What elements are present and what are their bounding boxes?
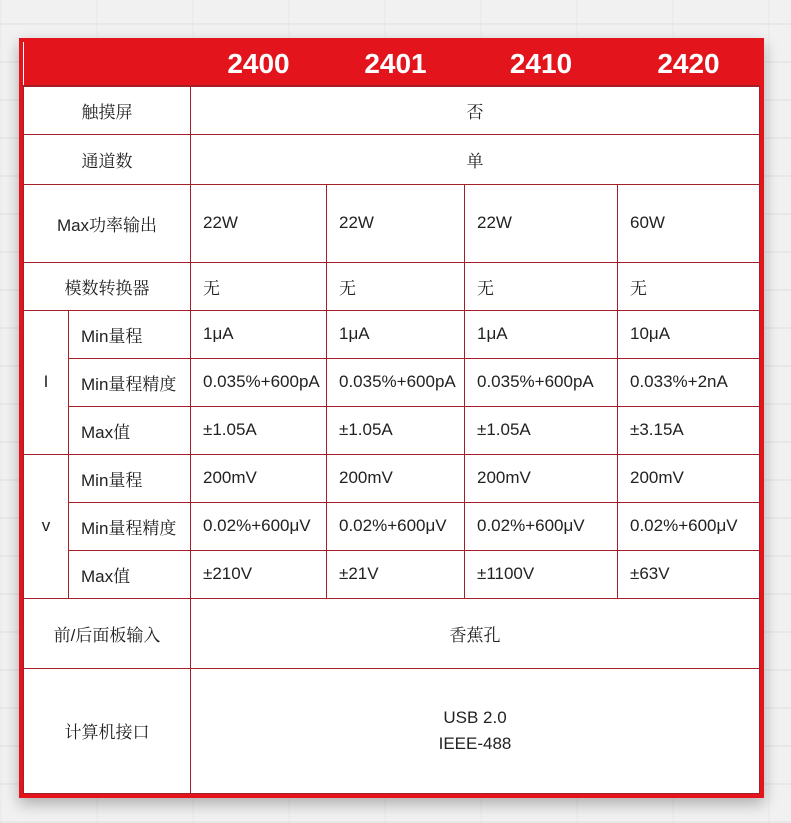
voltage-accuracy-row: [24, 502, 760, 550]
panel-input-row: [24, 598, 760, 668]
cell-value: ±1.05A: [465, 406, 618, 454]
model-header: 2420: [618, 42, 760, 86]
cell-value: 0.035%+600pA: [327, 358, 465, 406]
cell-value: 200mV: [465, 454, 618, 502]
cell-value: 0.035%+600pA: [191, 358, 327, 406]
max-power-row: [24, 184, 760, 262]
current-min-range-row: [24, 310, 760, 358]
row-label: 触摸屏: [24, 86, 191, 134]
cell-value: ±21V: [327, 550, 465, 598]
row-label: 通道数: [24, 134, 191, 184]
current-group-label: I: [24, 310, 69, 454]
cell-value: 0.02%+600μV: [327, 502, 465, 550]
header-blank-cell: [24, 42, 191, 86]
spec-table: [23, 42, 760, 794]
cell-value: 0.02%+600μV: [618, 502, 760, 550]
cell-value: 无: [191, 262, 327, 310]
model-header: 2401: [327, 42, 465, 86]
cell-value: ±3.15A: [618, 406, 760, 454]
interface-gpib: IEEE-488: [438, 733, 512, 753]
cell-value: 1μA: [465, 310, 618, 358]
cell-value: 200mV: [618, 454, 760, 502]
row-label: Min量程精度: [69, 502, 191, 550]
model-header: 2410: [465, 42, 618, 86]
cell-value: 1μA: [327, 310, 465, 358]
row-label: Max值: [69, 550, 191, 598]
cell-value: 60W: [618, 184, 760, 262]
cell-value: ±210V: [191, 550, 327, 598]
cell-value: 无: [327, 262, 465, 310]
interface-value: [191, 668, 760, 794]
interface-row: [24, 668, 760, 794]
interface-usb: USB 2.0: [443, 707, 507, 727]
row-label: 前/后面板输入: [24, 598, 191, 668]
cell-value: 无: [618, 262, 760, 310]
panel-input-value: 香蕉孔: [191, 598, 760, 668]
spec-table-frame: [19, 38, 764, 798]
header-row: [24, 42, 760, 86]
cell-value: 0.02%+600μV: [191, 502, 327, 550]
channels-row: [24, 134, 760, 184]
voltage-max-row: [24, 550, 760, 598]
row-label: Max值: [69, 406, 191, 454]
voltage-group-label: v: [24, 454, 69, 598]
row-label: 计算机接口: [24, 668, 191, 794]
cell-value: 1μA: [191, 310, 327, 358]
cell-value: 200mV: [327, 454, 465, 502]
row-label: 模数转换器: [24, 262, 191, 310]
cell-value: ±1.05A: [327, 406, 465, 454]
cell-value: 0.035%+600pA: [465, 358, 618, 406]
row-label: Min量程: [69, 454, 191, 502]
row-label: Min量程精度: [69, 358, 191, 406]
cell-value: 22W: [465, 184, 618, 262]
cell-value: ±1100V: [465, 550, 618, 598]
touchscreen-row: [24, 86, 760, 134]
cell-value: 200mV: [191, 454, 327, 502]
row-label: Max功率输出: [24, 184, 191, 262]
current-max-row: [24, 406, 760, 454]
row-label: Min量程: [69, 310, 191, 358]
cell-value: 22W: [191, 184, 327, 262]
cell-value: ±63V: [618, 550, 760, 598]
cell-value: 10μA: [618, 310, 760, 358]
cell-value: 无: [465, 262, 618, 310]
cell-value: 0.033%+2nA: [618, 358, 760, 406]
voltage-min-range-row: [24, 454, 760, 502]
cell-value: ±1.05A: [191, 406, 327, 454]
model-header: 2400: [191, 42, 327, 86]
cell-value: 0.02%+600μV: [465, 502, 618, 550]
channels-value: 单: [191, 134, 760, 184]
touchscreen-value: 否: [191, 86, 760, 134]
adc-row: [24, 262, 760, 310]
current-accuracy-row: [24, 358, 760, 406]
cell-value: 22W: [327, 184, 465, 262]
